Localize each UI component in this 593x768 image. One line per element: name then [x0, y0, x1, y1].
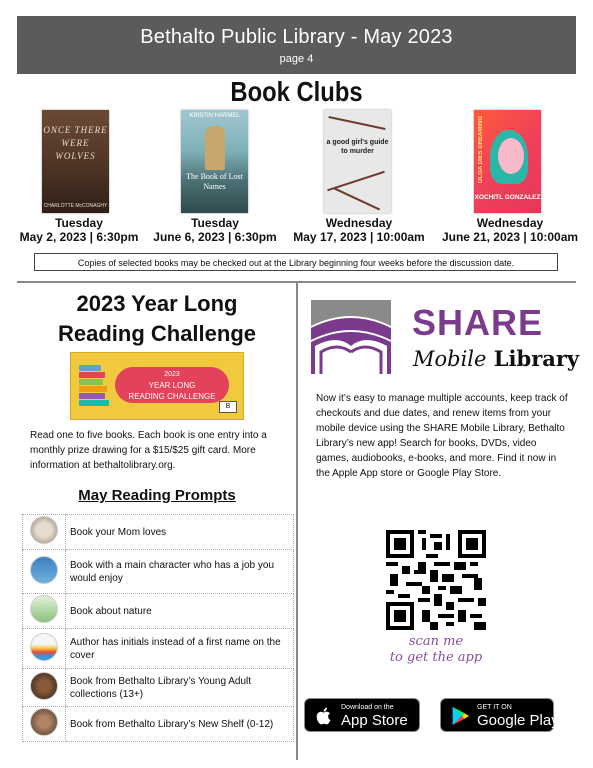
- app-store-small-label: Download on the: [341, 704, 394, 711]
- cover-figure-illustration: [205, 126, 225, 170]
- library-logo-icon: B: [219, 401, 237, 413]
- nature-book-icon: [30, 595, 58, 623]
- prompts-table: [22, 514, 294, 742]
- book-club-date-1: [14, 216, 144, 244]
- book-cover-good-girls-guide: [324, 110, 391, 213]
- share-wordmark: SHARE: [412, 302, 544, 343]
- banner-year: 2023: [164, 371, 180, 378]
- prompt-text: Book about nature: [66, 594, 294, 629]
- scan-me-caption: [381, 634, 491, 666]
- share-subtitle: [413, 346, 579, 371]
- club-date: June 6, 2023 | 6:30pm: [153, 230, 277, 244]
- banner-line1: YEAR LONG: [148, 381, 196, 390]
- page-header: [17, 16, 576, 74]
- vertical-divider: [296, 283, 298, 760]
- prompt-text: Book with a main character who has a job you would enjoy: [66, 550, 294, 594]
- cover-face-illustration: [498, 138, 524, 174]
- prompt-text: Book from Bethalto Library’s New Shelf (0-12): [66, 707, 294, 742]
- book-club-date-3: [288, 216, 430, 244]
- table-row: [23, 629, 294, 669]
- reading-challenge-title-line1: 2023 Year Long: [76, 291, 238, 316]
- reading-challenge-title: [22, 289, 292, 349]
- club-day: Wednesday: [476, 216, 544, 230]
- prompt-text: Book your Mom loves: [66, 515, 294, 550]
- banner-line2: READING CHALLENGE: [128, 392, 216, 401]
- cover-title: a good girl's guide to murder: [326, 139, 389, 155]
- google-play-icon: [449, 705, 471, 727]
- new-shelf-icon: [30, 708, 58, 736]
- banner-label: [115, 367, 229, 403]
- book-cover-once-there-were-wolves: [42, 110, 109, 213]
- google-play-label: Google Play: [477, 712, 559, 729]
- prompt-text: Book from Bethalto Library’s Young Adult collections (13+): [66, 669, 294, 707]
- book-stack-icon: [79, 365, 109, 411]
- book-clubs-title: Book Clubs: [230, 76, 363, 107]
- club-day: Tuesday: [55, 216, 103, 230]
- prompt-text: Author has initials instead of a first name on the cover: [66, 629, 294, 669]
- job-book-icon: [30, 556, 58, 584]
- qr-code-icon[interactable]: [386, 530, 486, 630]
- page-number: page 4: [279, 53, 314, 65]
- mom-photo-icon: [30, 516, 58, 544]
- club-date: June 21, 2023 | 10:00am: [441, 230, 579, 244]
- reading-challenge-banner: [70, 352, 244, 420]
- book-cover-olga-dies-dreaming: [474, 110, 541, 213]
- initials-book-icon: [30, 633, 58, 661]
- cover-title: The Book of Lost Names: [186, 172, 243, 191]
- google-play-button[interactable]: [440, 698, 559, 732]
- book-club-date-4: [440, 216, 580, 244]
- cover-title: ONCE THERE WERE WOLVES: [43, 125, 108, 161]
- apple-icon: [313, 705, 335, 727]
- table-row: [23, 669, 294, 707]
- book-cover-book-of-lost-names: [181, 110, 248, 213]
- club-date: May 2, 2023 | 6:30pm: [19, 230, 139, 244]
- app-store-label: App Store: [341, 712, 408, 729]
- table-row: [23, 515, 294, 550]
- prompts-title: May Reading Prompts: [78, 487, 236, 504]
- share-subtitle-bold: Library: [493, 346, 580, 371]
- cover-title: OLGA DIES DREAMING: [478, 116, 484, 184]
- scan-line2: to get the app: [389, 650, 483, 665]
- table-row: [23, 594, 294, 629]
- cover-author: XOCHITL GONZALEZ: [474, 194, 541, 201]
- cover-branch: [334, 188, 380, 211]
- app-store-button[interactable]: [304, 698, 420, 732]
- cover-author: CHARLOTTE McCONAGHY: [43, 203, 108, 209]
- reading-challenge-description: Read one to five books. Each book is one entry into a monthly prize drawing for a $15/$25 gift card. More information at bethaltolibrary.org.: [30, 430, 267, 471]
- club-date: May 17, 2023 | 10:00am: [293, 230, 425, 244]
- cover-branch: [328, 116, 385, 130]
- table-row: [23, 550, 294, 594]
- cover-author: KRISTIN HARMEL: [189, 113, 240, 119]
- newsletter-title: Bethalto Public Library - May 2023: [140, 26, 453, 48]
- club-day: Wednesday: [325, 216, 393, 230]
- google-play-small-label: GET IT ON: [477, 704, 512, 711]
- table-row: [23, 707, 294, 742]
- share-subtitle-script: Mobile: [413, 347, 487, 371]
- scan-line1: scan me: [408, 634, 464, 649]
- club-day: Tuesday: [191, 216, 239, 230]
- share-description: Now it’s easy to manage multiple accounts, keep track of checkouts and due dates, and renew items from your mobile device using the SHARE Mobile Library, Bethalto Library’s new app! Search for books, DVDs, video games, audiobooks, e-books, and more. Find it now in the Apple App store or Google Play Store.: [316, 393, 568, 479]
- checkout-notice: Copies of selected books may be checked out at the Library beginning four weeks before the discussion date.: [34, 253, 558, 271]
- young-adult-icon: [30, 672, 58, 700]
- reading-challenge-title-line2: Reading Challenge: [57, 321, 257, 346]
- book-club-date-2: [150, 216, 280, 244]
- share-logo-icon: [307, 296, 395, 376]
